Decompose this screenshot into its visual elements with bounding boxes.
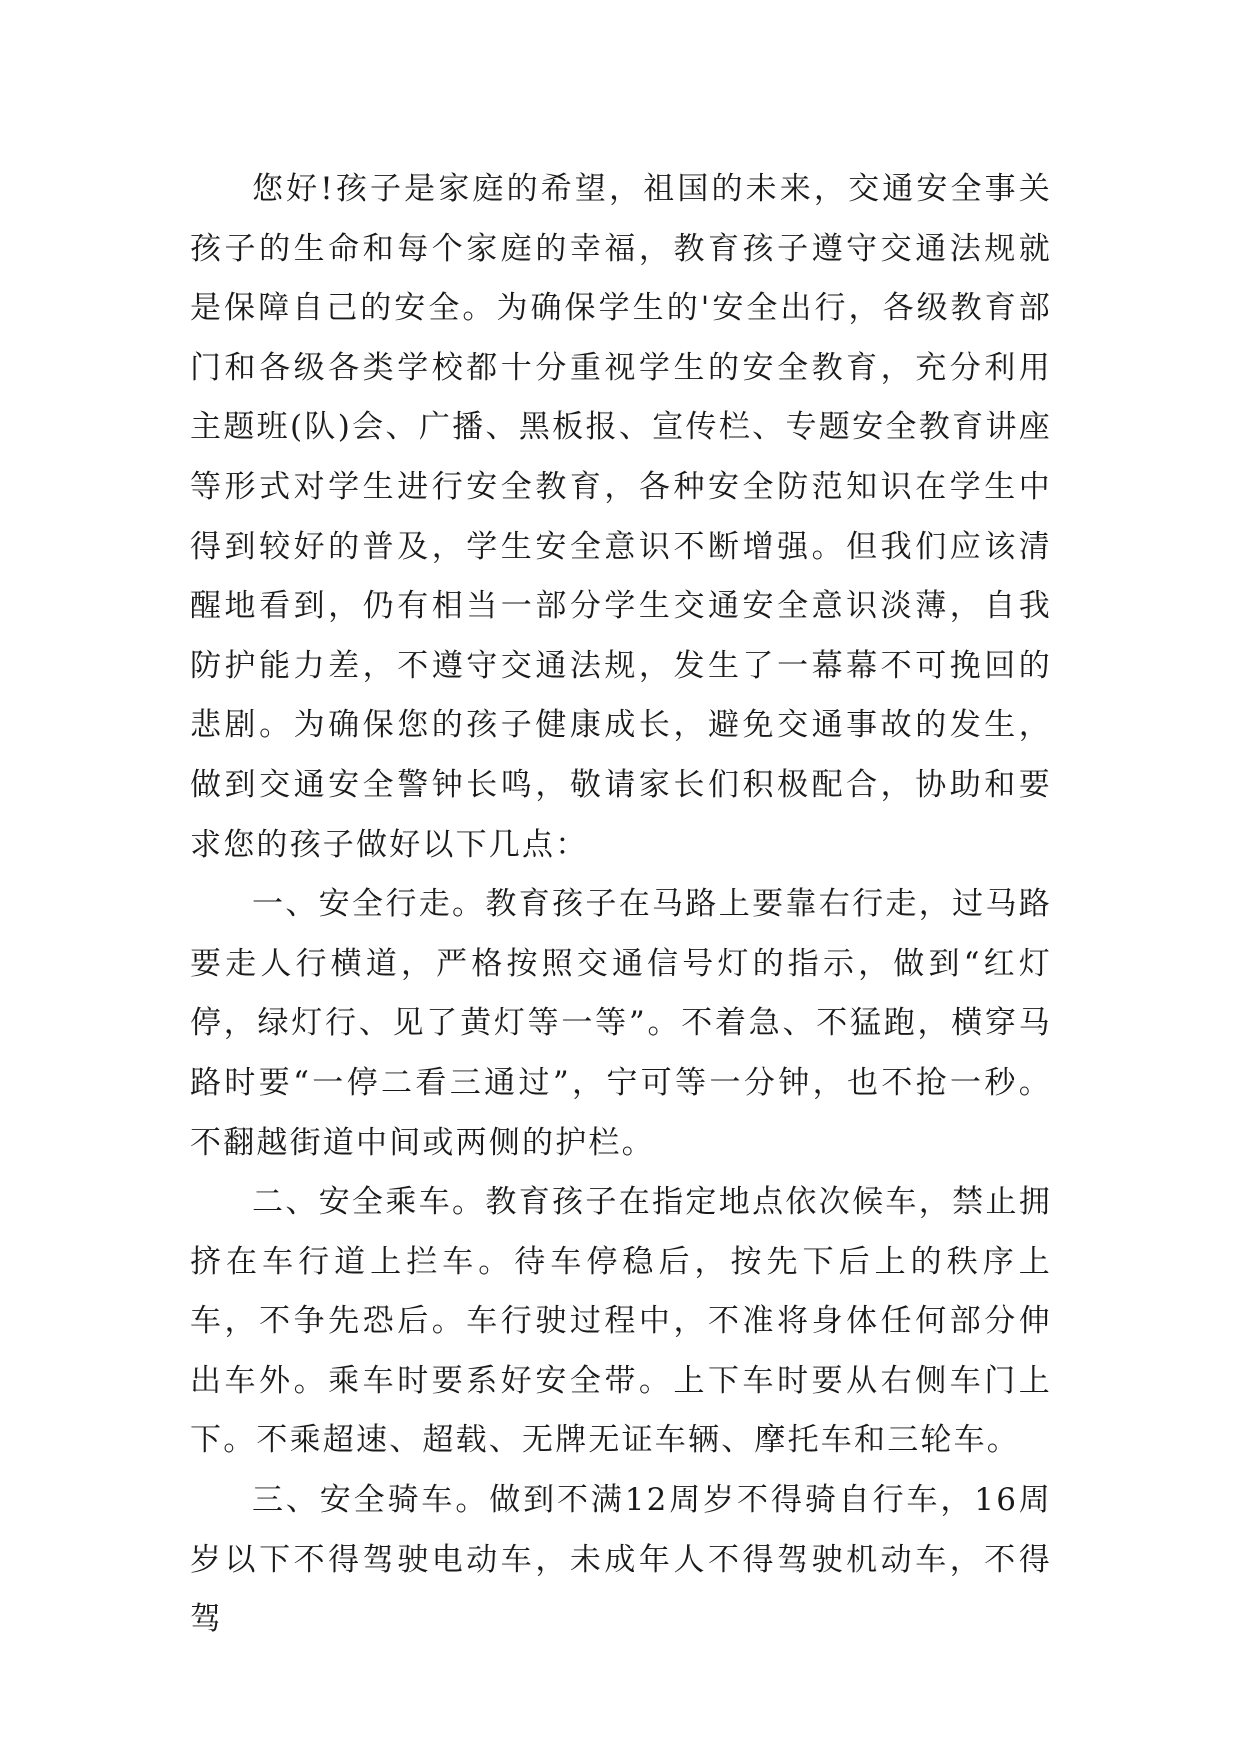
paragraph-safe-riding-bus: 二、安全乘车。教育孩子在指定地点依次候车，禁止拥挤在车行道上拦车。待车停稳后，按先下后上的秩序上车，不争先恐后。车行驶过程中，不准将身体任何部分伸出车外。乘车时要系好安全带。上下车时要从右侧车门上下。不乘超速、超载、无牌无证车辆、摩托车和三轮车。 [190, 1184, 1052, 1459]
paragraph-greeting: 您好!孩子是家庭的希望，祖国的未来，交通安全事关孩子的生命和每个家庭的幸福，教育孩子遵守交通法规就是保障自己的安全。为确保学生的'安全出行，各级教育部门和各级各类学校都十分重视学生的安全教育，充分利用主题班(队)会、广播、黑板报、宣传栏、专题安全教育讲座等形式对学生进行安全教育，各种安全防范知识在学生中得到较好的普及，学生安全意识不断增强。但我们应该清醒地看到，仍有相当一部分学生交通安全意识淡薄，自我防护能力差，不遵守交通法规，发生了一幕幕不可挽回的悲剧。为确保您的孩子健康成长，避免交通事故的发生，做到交通安全警钟长鸣，敬请家长们积极配合，协助和要求您的孩子做好以下几点： [190, 171, 1052, 863]
paragraph-safe-cycling: 三、安全骑车。做到不满12周岁不得骑自行车，16周岁以下不得驾驶电动车，未成年人不得驾驶机动车，不得驾 [190, 1482, 1052, 1638]
paragraph-safe-walking: 一、安全行走。教育孩子在马路上要靠右行走，过马路要走人行横道，严格按照交通信号灯的指示，做到“红灯停，绿灯行、见了黄灯等一等”。不着急、不猛跑，横穿马路时要“一停二看三通过”，宁可等一分钟，也不抢一秒。不翻越街道中间或两侧的护栏。 [190, 886, 1052, 1161]
document-body [190, 160, 1052, 1650]
